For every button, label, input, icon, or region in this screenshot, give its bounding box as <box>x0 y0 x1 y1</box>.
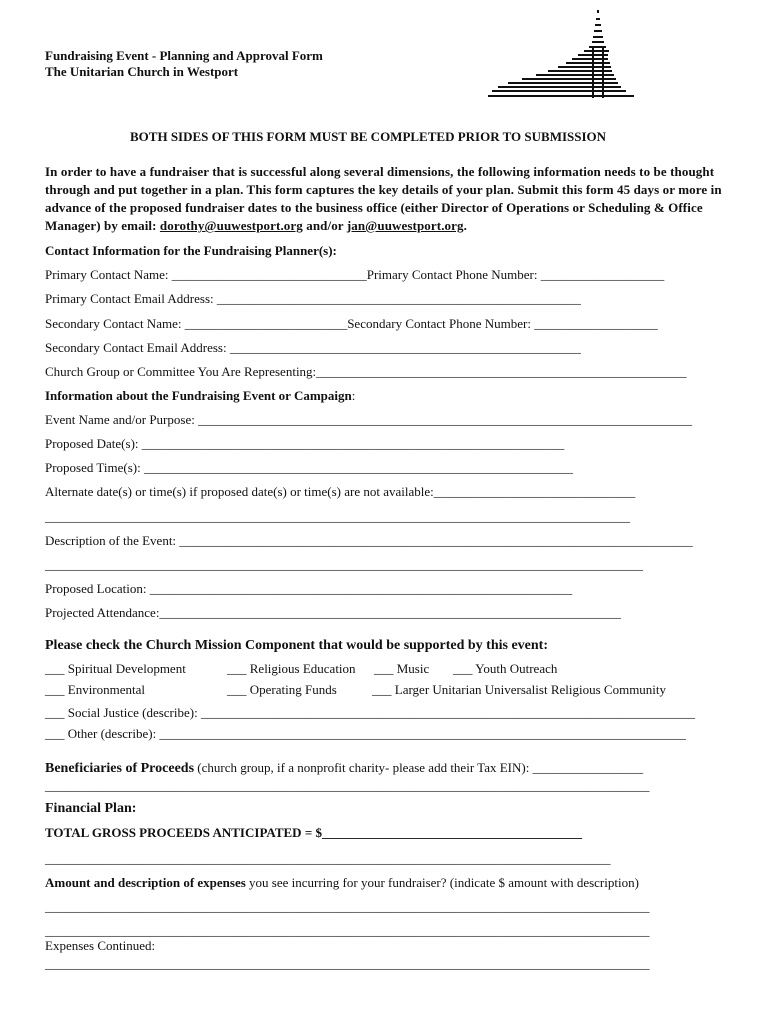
financial-plan-heading: Financial Plan: <box>45 801 137 816</box>
mission-option-operating-funds[interactable]: ___ Operating Funds <box>227 682 337 697</box>
email-link-dorothy[interactable]: dorothy@uuwestport.org <box>159 218 303 233</box>
event-heading-line <box>45 388 355 404</box>
event-name-field[interactable]: Event Name and/or Purpose: ____________________________________________________________________________ <box>45 412 693 427</box>
proposed-dates-field[interactable]: Proposed Date(s): _________________________________________________________________ <box>45 436 565 451</box>
mission-heading: Please check the Church Mission Component that would be supported by this event: <box>45 638 548 653</box>
event-heading: Information about the Fundraising Event or Campaign <box>45 388 352 403</box>
church-steeple-logo <box>488 10 638 102</box>
expenses-label: Amount and description of expenses <box>45 875 246 890</box>
expenses-line-2[interactable]: _____________________________________________________________________________________________ <box>45 923 650 938</box>
secondary-contact-field[interactable]: Secondary Contact Name: _________________________Secondary Contact Phone Number: ___________________ <box>45 316 658 331</box>
proposed-location-field[interactable]: Proposed Location: _________________________________________________________________ <box>45 581 573 596</box>
church-group-field[interactable]: Church Group or Committee You Are Representing:_________________________________________________________ <box>45 364 687 379</box>
primary-email-field[interactable]: Primary Contact Email Address: ________________________________________________________ <box>45 291 581 306</box>
mission-option-youth-outreach[interactable]: ___ Youth Outreach <box>453 661 558 676</box>
mission-option-larger-uu[interactable]: ___ Larger Unitarian Universalist Religious Community <box>372 682 667 697</box>
intro-and-or: and/or <box>302 218 347 233</box>
expenses-instruction: you see incurring for your fundraiser? (indicate $ amount with description) <box>245 875 639 890</box>
beneficiaries-note: (church group, if a nonprofit charity- please add their Tax EIN): _________________ <box>194 760 644 775</box>
contact-heading: Contact Information for the Fundraising Planner(s): <box>45 243 337 258</box>
mission-option-spiritual[interactable]: ___ Spiritual Development <box>45 661 186 676</box>
beneficiaries-line[interactable]: _____________________________________________________________________________________________ <box>45 778 650 793</box>
mission-option-religious-education[interactable]: ___ Religious Education <box>227 661 356 676</box>
projected-attendance-field[interactable]: Projected Attendance:_______________________________________________________________________ <box>45 605 621 620</box>
alternate-dates-field[interactable]: Alternate date(s) or time(s) if proposed date(s) or time(s) are not available:_______________________________ <box>45 484 636 499</box>
alternate-dates-continued[interactable]: __________________________________________________________________________________________ <box>45 509 630 524</box>
expenses-continued-label: Expenses Continued: <box>45 938 156 953</box>
primary-contact-field[interactable]: Primary Contact Name: ______________________________Primary Contact Phone Number: ___________________ <box>45 267 665 282</box>
notice-heading: BOTH SIDES OF THIS FORM MUST BE COMPLETED PRIOR TO SUBMISSION <box>130 129 607 144</box>
beneficiaries-label: Beneficiaries of Proceeds <box>45 761 195 776</box>
expenses-prompt <box>45 875 639 891</box>
gross-proceeds-line[interactable]: _______________________________________________________________________________________ <box>45 851 611 866</box>
mission-option-social-justice[interactable]: ___ Social Justice (describe): ____________________________________________________________________________ <box>45 705 695 720</box>
intro-text: In order to have a fundraiser that is successful along several dimensions, the following information needs to be thought through and put together in a plan. This form captures the key details of your plan. Submit this form 45 days or more in advance of the proposed fundraiser dates to the business office (either Director of Operations or Scheduling & Office Manager) by email: <box>45 164 722 233</box>
gross-proceeds-field[interactable]: TOTAL GROSS PROCEEDS ANTICIPATED = $________________________________________ <box>45 825 582 840</box>
intro-paragraph <box>45 163 725 235</box>
proposed-times-field[interactable]: Proposed Time(s): __________________________________________________________________ <box>45 460 573 475</box>
mission-option-music[interactable]: ___ Music <box>374 661 430 676</box>
email-link-jan[interactable]: jan@uuwestport.org <box>346 218 464 233</box>
mission-option-other[interactable]: ___ Other (describe): _________________________________________________________________________________ <box>45 726 686 741</box>
secondary-email-field[interactable]: Secondary Contact Email Address: ______________________________________________________ <box>45 340 581 355</box>
expenses-continued-line[interactable]: _____________________________________________________________________________________________ <box>45 956 650 971</box>
event-description-field[interactable]: Description of the Event: _______________________________________________________________________________ <box>45 533 693 548</box>
expenses-line-1[interactable]: _____________________________________________________________________________________________ <box>45 899 650 914</box>
beneficiaries-field[interactable] <box>45 760 643 777</box>
event-description-continued[interactable]: ____________________________________________________________________________________________ <box>45 557 643 572</box>
intro-period: . <box>463 218 467 233</box>
form-title: Fundraising Event - Planning and Approval Form <box>45 48 323 63</box>
church-name: The Unitarian Church in Westport <box>45 64 239 79</box>
event-heading-colon: : <box>351 388 356 403</box>
mission-option-environmental[interactable]: ___ Environmental <box>45 682 146 697</box>
